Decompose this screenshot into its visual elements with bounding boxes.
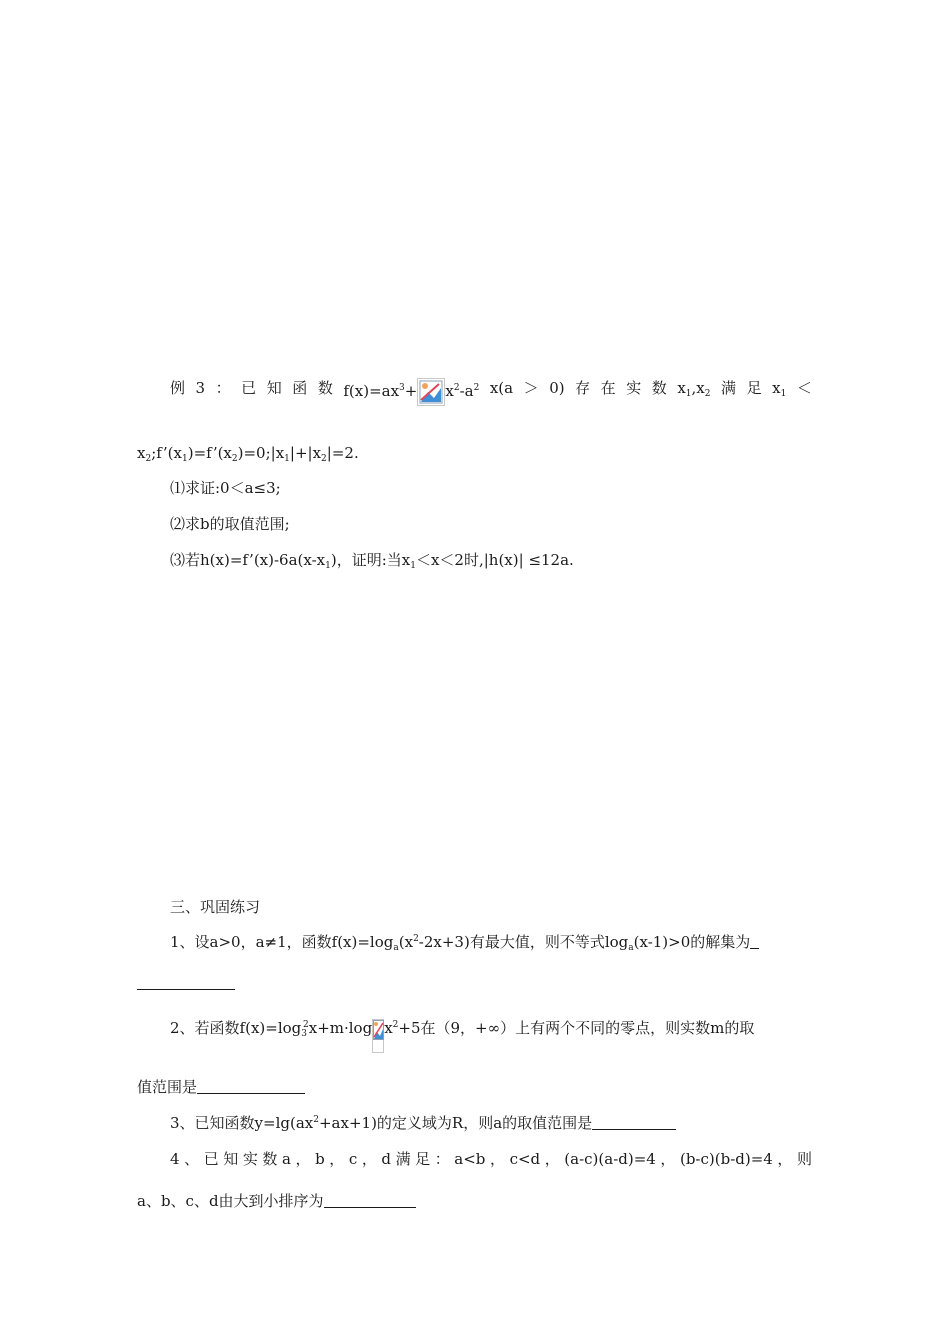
answer-blank bbox=[197, 1079, 305, 1094]
practice-problem-4-cont: a、b、c、d由大到小排序为 bbox=[137, 1191, 416, 1211]
practice-problem-3: 3、已知函数$y=\lg(ax^2+ax+1)$的定义域为R，则a的取值范围是 bbox=[170, 1113, 676, 1133]
example3-text: 满 bbox=[721, 379, 737, 397]
example3-text: $x_1$ bbox=[772, 379, 787, 399]
example3-text: ＜ bbox=[796, 379, 812, 397]
example3-question-3: ⑶若$h(x)=f’(x)-6a(x-x_1)$，证明:当$x_1<x<2$时,|h(x)| ≤12a. bbox=[170, 551, 574, 571]
example3-vars: $x_1,x_2$ bbox=[677, 379, 711, 399]
example3-text: ＞ bbox=[523, 379, 539, 397]
example3-line1 bbox=[170, 378, 812, 406]
example3-label-char: 函 bbox=[292, 379, 308, 397]
answer-blank bbox=[137, 975, 235, 990]
answer-blank bbox=[324, 1193, 416, 1208]
example3-label-char: 3 bbox=[195, 379, 206, 397]
broken-image-icon bbox=[417, 378, 445, 406]
practice-heading: 三、巩固练习 bbox=[170, 898, 261, 916]
example3-question-1: ⑴求证:0＜a≤3; bbox=[170, 479, 281, 497]
example3-line2: $x_2;f’(x_1)=f’(x_2)=0;|x_1|+|x_2|=2$. bbox=[137, 444, 359, 464]
example3-text: 存 bbox=[575, 379, 591, 397]
example3-text: 实 bbox=[626, 379, 642, 397]
example3-question-2: ⑵求b的取值范围; bbox=[170, 515, 290, 533]
broken-image-icon bbox=[372, 1019, 384, 1053]
practice-problem-1: 1、设a>0，a≠1，函数$f(x)=\log_a(x^2-2x+3)$有最大值，则不等式$\log_a(x-1)>0$的解集为 bbox=[170, 932, 759, 952]
example3-label-char: 例 bbox=[170, 379, 186, 397]
example3-label-char: 已 bbox=[241, 379, 257, 397]
function-definition: $f(x)=ax^3+$ $x^2-a^2$ bbox=[343, 378, 479, 406]
example3-text: 足 bbox=[746, 379, 762, 397]
example3-label-char: 数 bbox=[317, 379, 333, 397]
example3-label-char: ： bbox=[215, 379, 231, 397]
practice-problem-4: 4 、 已 知 实 数 a ， b ， c ， d 满 足 ： a<b ， c<d ， (a-c)(a-d)=4 ， (b-c)(b-d)=4 ， 则 bbox=[170, 1150, 812, 1168]
example3-label-char: 知 bbox=[266, 379, 282, 397]
answer-blank bbox=[750, 934, 759, 949]
answer-blank bbox=[592, 1115, 676, 1130]
example3-text: 数 bbox=[651, 379, 667, 397]
example3-text: 在 bbox=[600, 379, 616, 397]
practice-problem-2-cont: 值范围是 bbox=[137, 1077, 305, 1097]
practice-problem-1-blank bbox=[137, 973, 235, 993]
example3-text: 0) bbox=[549, 379, 565, 397]
practice-problem-2: 2、若函数$f(x)=\log_3^2x+m\cdot\log$ $x^2+5$在（9，+∞）上有两个不同的零点，则实数m的取 bbox=[170, 1018, 812, 1053]
example3-text: x(a bbox=[489, 379, 514, 397]
